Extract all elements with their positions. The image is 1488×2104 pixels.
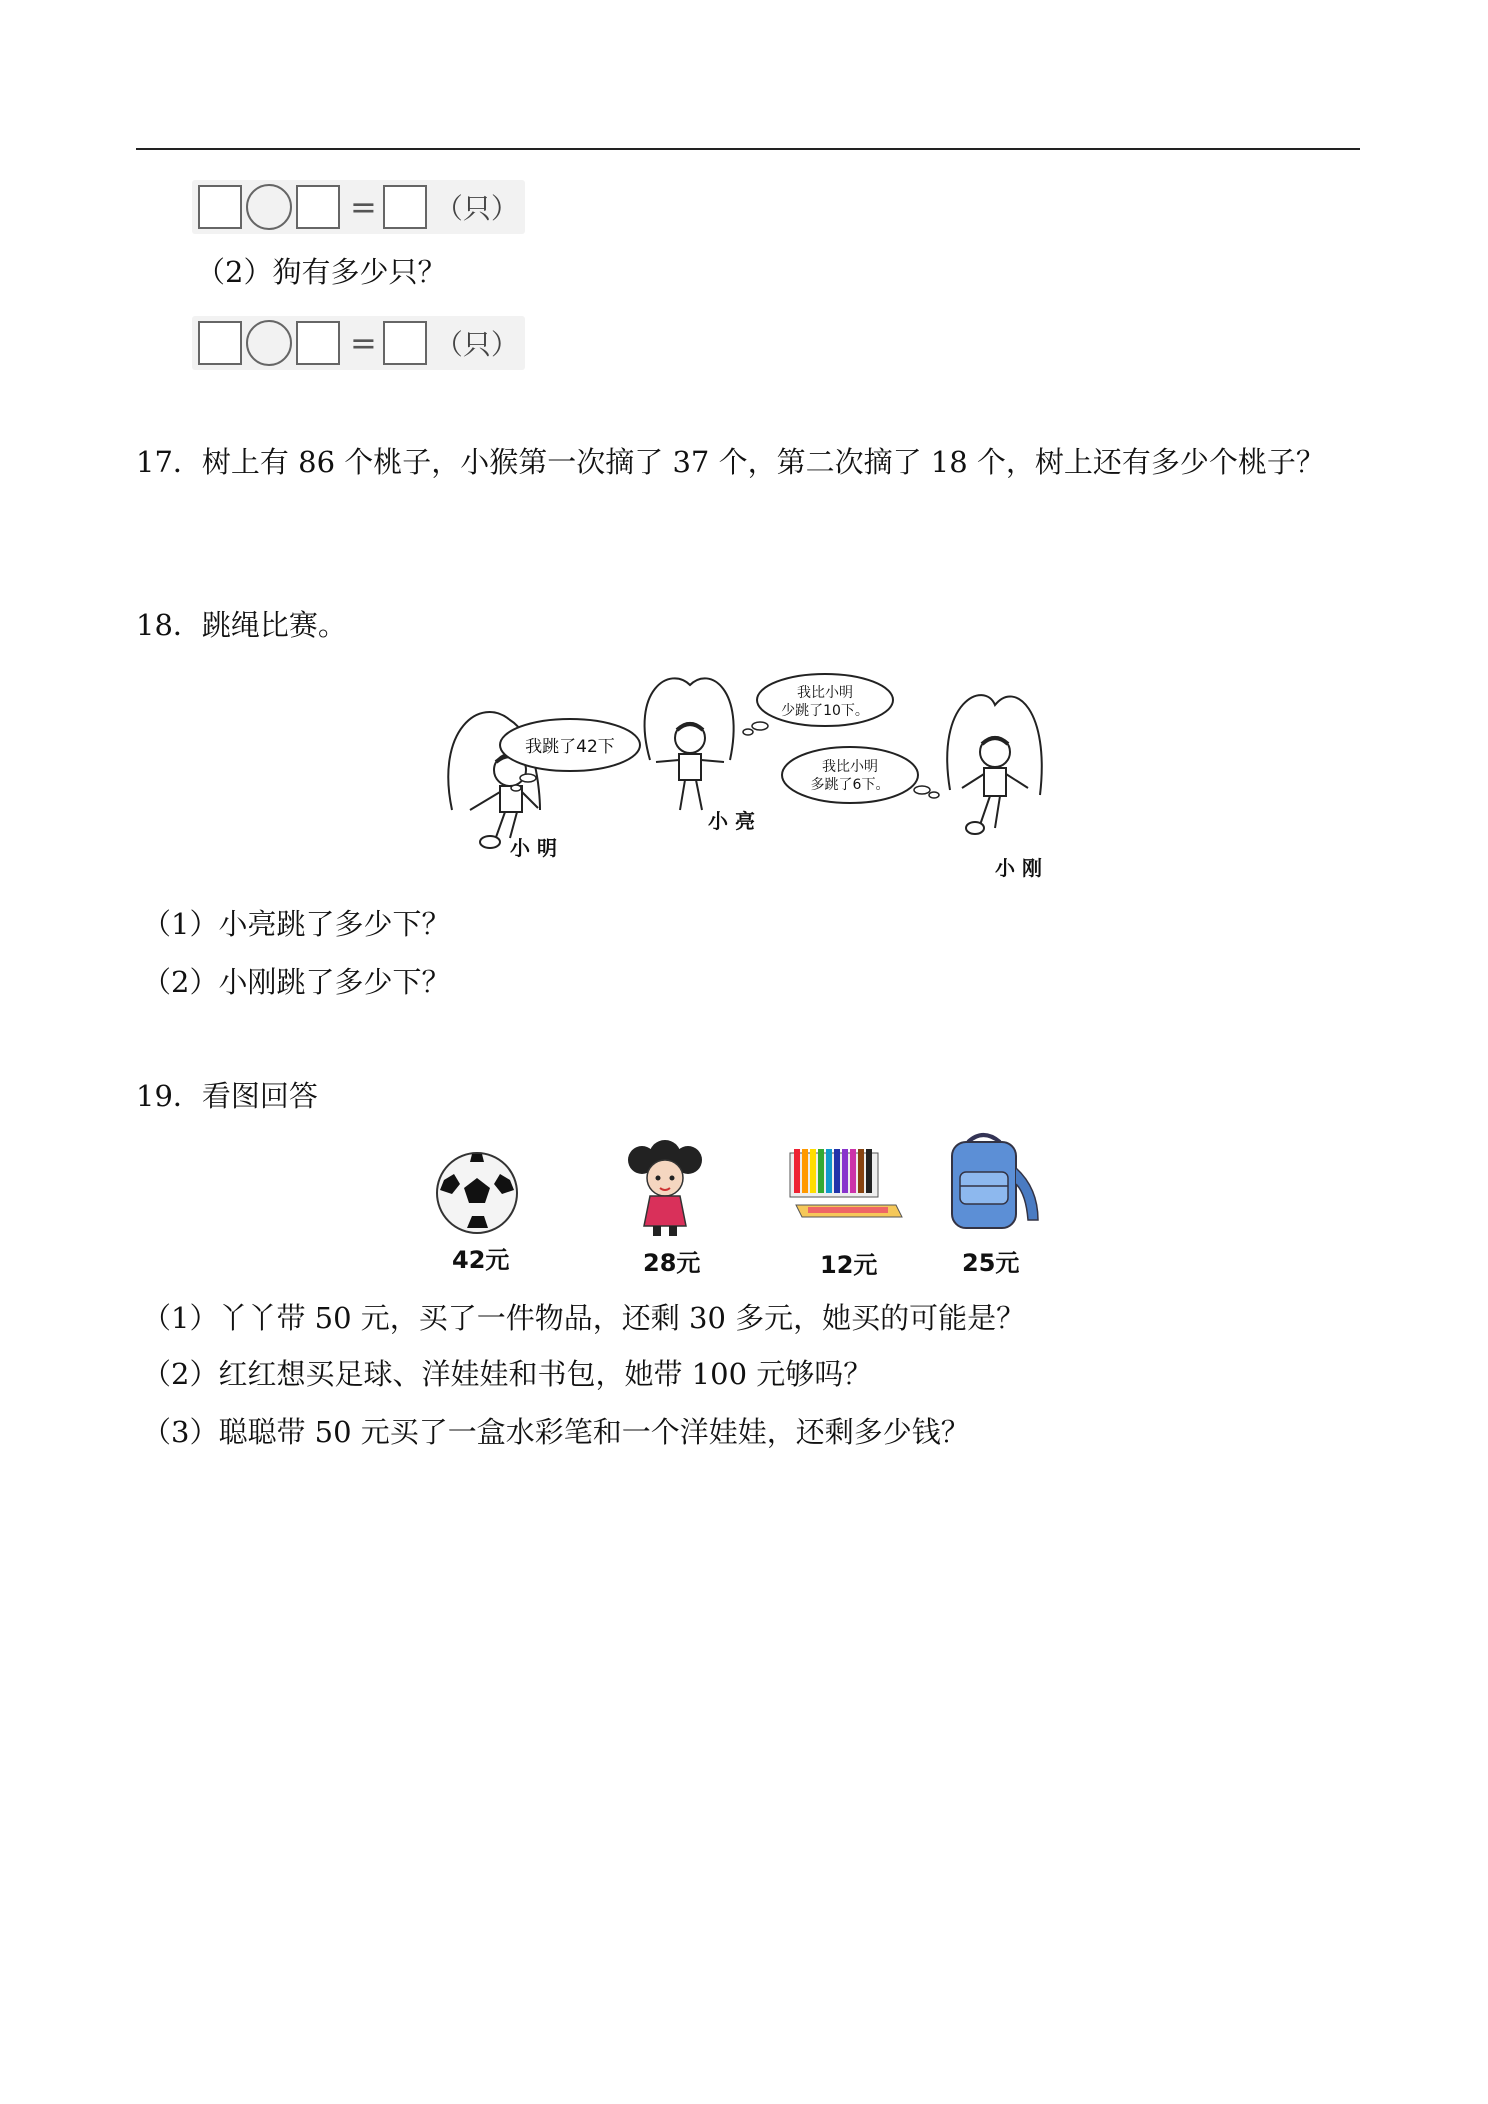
boy-xiaogang-icon	[947, 695, 1042, 834]
bubble-2-line2: 少跳了10下。	[781, 703, 869, 719]
doll-icon	[620, 1138, 710, 1238]
q18-sub1: （1）小亮跳了多少下？	[142, 907, 451, 941]
bubble-3-line2: 多跳了6下。	[810, 777, 890, 793]
q16-sub2: （2）狗有多少只？	[196, 255, 447, 289]
jump-rope-figure	[440, 670, 1060, 885]
unit-label: （只）	[434, 328, 519, 361]
question-19-title: 19．看图回答	[136, 1079, 318, 1113]
equals-sign: =	[350, 324, 377, 362]
q19-sub1: （1）丫丫带 50 元，买了一件物品，还剩 30 多元，她买的可能是？	[142, 1301, 1026, 1335]
answer-box[interactable]	[198, 321, 242, 365]
operator-circle[interactable]	[246, 184, 292, 230]
answer-box[interactable]	[296, 185, 340, 229]
q18-sub2: （2）小刚跳了多少下？	[142, 965, 451, 999]
bubble-1-text: 我跳了42下	[525, 737, 615, 757]
operator-circle[interactable]	[246, 320, 292, 366]
answer-box[interactable]	[198, 185, 242, 229]
result-box[interactable]	[383, 321, 427, 365]
result-box[interactable]	[383, 185, 427, 229]
q19-sub3: （3）聪聪带 50 元买了一盒水彩笔和一个洋娃娃，还剩多少钱？	[142, 1415, 970, 1449]
price-backpack: 25元	[962, 1249, 1020, 1277]
backpack-icon	[938, 1128, 1048, 1238]
price-watercolor-pens: 12元	[820, 1251, 878, 1279]
speech-bubble-1	[500, 719, 640, 791]
price-soccer-ball: 42元	[452, 1246, 510, 1274]
answer-box[interactable]	[296, 321, 340, 365]
question-17: 17．树上有 86 个桃子，小猴第一次摘了 37 个，第二次摘了 18 个，树上还有多少个桃子？	[136, 445, 1325, 479]
unit-label: （只）	[434, 192, 519, 225]
header-rule	[136, 148, 1360, 150]
equation-template-2	[192, 316, 525, 370]
name-xiaogang: 小 刚	[995, 856, 1042, 880]
bubble-2-line1: 我比小明	[797, 685, 853, 701]
speech-bubble-2	[743, 674, 893, 735]
q19-sub2: （2）红红想买足球、洋娃娃和书包，她带 100 元够吗？	[142, 1357, 873, 1391]
soccer-ball-icon	[432, 1148, 522, 1238]
name-xiaoming: 小 明	[510, 836, 557, 860]
price-doll: 28元	[643, 1249, 701, 1277]
speech-bubble-3	[782, 747, 939, 803]
equation-template-1	[192, 180, 525, 234]
boy-xiaoliang-icon	[645, 678, 734, 810]
equals-sign: =	[350, 188, 377, 226]
question-18-title: 18．跳绳比赛。	[136, 608, 347, 642]
watercolor-pens-icon	[786, 1145, 906, 1225]
bubble-3-line1: 我比小明	[822, 759, 878, 775]
name-xiaoliang: 小 亮	[708, 809, 755, 833]
